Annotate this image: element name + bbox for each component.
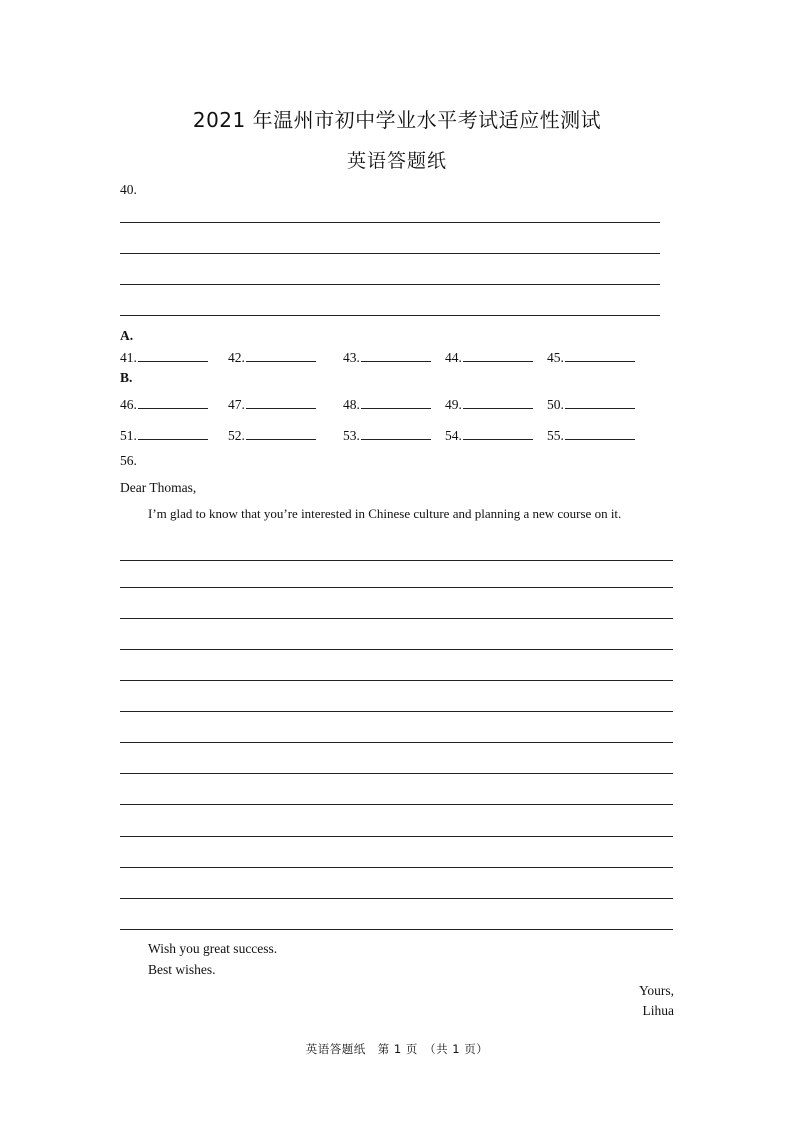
writing-line[interactable]	[120, 680, 673, 681]
item-number: 53.	[343, 428, 360, 443]
answer-line-40-3[interactable]	[120, 284, 660, 285]
item-number: 45.	[547, 350, 564, 365]
answer-item[interactable]	[547, 427, 635, 444]
writing-line[interactable]	[120, 649, 673, 650]
page-subtitle: 英语答题纸	[346, 150, 447, 172]
answer-blank[interactable]	[361, 427, 431, 440]
writing-line[interactable]	[120, 560, 673, 561]
answer-item[interactable]	[445, 427, 533, 444]
answer-item[interactable]	[120, 349, 208, 366]
item-number: 41.	[120, 350, 137, 365]
item-number: 48.	[343, 397, 360, 412]
writing-line[interactable]	[120, 898, 673, 899]
letter-closing-1: Wish you great success.	[148, 941, 278, 956]
answer-blank[interactable]	[138, 349, 208, 362]
answer-item[interactable]	[445, 396, 533, 413]
item-number: 55.	[547, 428, 564, 443]
answer-blank[interactable]	[246, 427, 316, 440]
letter-signoff: Yours,	[638, 983, 674, 998]
answer-item[interactable]	[445, 349, 533, 366]
item-number: 49.	[445, 397, 462, 412]
writing-line[interactable]	[120, 618, 673, 619]
answer-blank[interactable]	[138, 427, 208, 440]
answer-blank[interactable]	[246, 349, 316, 362]
answer-item[interactable]	[228, 396, 316, 413]
answer-item[interactable]	[547, 396, 635, 413]
answer-line-40-4[interactable]	[120, 315, 660, 316]
question-56-label: 56.	[120, 453, 137, 468]
answer-blank[interactable]	[565, 349, 635, 362]
letter-greeting: Dear Thomas,	[120, 480, 197, 495]
question-40-label: 40.	[120, 182, 137, 197]
page-footer: 英语答题纸 第 1 页 （共 1 页）	[305, 1042, 489, 1056]
item-number: 52.	[228, 428, 245, 443]
writing-line[interactable]	[120, 867, 673, 868]
item-number: 50.	[547, 397, 564, 412]
answer-blank[interactable]	[463, 427, 533, 440]
answer-item[interactable]	[120, 396, 208, 413]
writing-line[interactable]	[120, 587, 673, 588]
writing-line[interactable]	[120, 929, 673, 930]
answer-item[interactable]	[120, 427, 208, 444]
answer-item[interactable]	[343, 427, 431, 444]
writing-line[interactable]	[120, 742, 673, 743]
answer-blank[interactable]	[565, 396, 635, 409]
answer-item[interactable]	[228, 349, 316, 366]
letter-signature: Lihua	[642, 1003, 674, 1018]
answer-blank[interactable]	[246, 396, 316, 409]
answer-blank[interactable]	[361, 396, 431, 409]
section-b-label: B.	[120, 370, 133, 385]
page-title: 2021 年温州市初中学业水平考试适应性测试	[192, 108, 602, 132]
answer-item[interactable]	[343, 349, 431, 366]
writing-line[interactable]	[120, 711, 673, 712]
item-number: 51.	[120, 428, 137, 443]
answer-blank[interactable]	[138, 396, 208, 409]
answer-blank[interactable]	[463, 349, 533, 362]
writing-line[interactable]	[120, 804, 673, 805]
answer-blank[interactable]	[361, 349, 431, 362]
item-number: 47.	[228, 397, 245, 412]
item-number: 42.	[228, 350, 245, 365]
section-a-label: A.	[120, 328, 134, 343]
answer-line-40-1[interactable]	[120, 222, 660, 223]
item-number: 46.	[120, 397, 137, 412]
writing-line[interactable]	[120, 773, 673, 774]
item-number: 43.	[343, 350, 360, 365]
answer-item[interactable]	[547, 349, 635, 366]
letter-opening: I’m glad to know that you’re interested in Chinese culture and planning a new course on it.	[148, 506, 622, 521]
answer-blank[interactable]	[565, 427, 635, 440]
answer-line-40-2[interactable]	[120, 253, 660, 254]
item-number: 54.	[445, 428, 462, 443]
answer-blank[interactable]	[463, 396, 533, 409]
writing-line[interactable]	[120, 836, 673, 837]
item-number: 44.	[445, 350, 462, 365]
answer-item[interactable]	[343, 396, 431, 413]
letter-closing-2: Best wishes.	[148, 962, 216, 977]
answer-item[interactable]	[228, 427, 316, 444]
